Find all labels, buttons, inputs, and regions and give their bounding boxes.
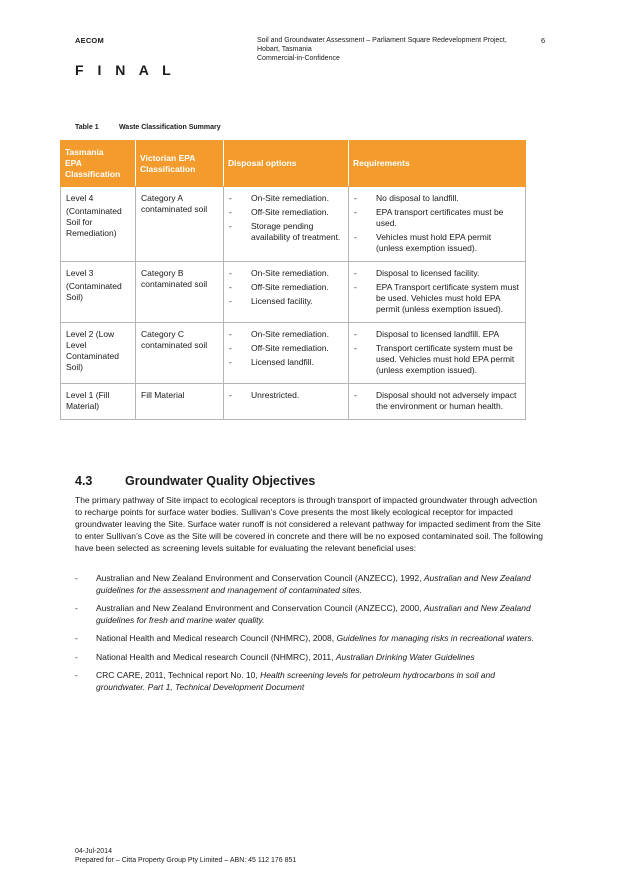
header-line: Soil and Groundwater Assessment – Parliament Square Redevelopment Project,: [257, 37, 507, 44]
reference-list: [75, 573, 545, 700]
list-item: - Off-Site remediation.: [229, 282, 329, 292]
cell-requirements: [349, 323, 526, 384]
cell-tasmania-class: Level 1 (Fill Material): [61, 384, 136, 420]
cell-tasmania-class: Level 2 (Low Level Contaminated Soil): [61, 323, 136, 384]
list-item: - On-Site remediation.: [229, 268, 329, 278]
list-item: - No disposal to landfill.: [354, 193, 459, 203]
document-header: [257, 36, 532, 63]
cell-requirements: [349, 384, 526, 420]
cell-tasmania-class: Level 4 (Contaminated Soil for Remediation): [61, 187, 136, 262]
list-item: - On-Site remediation.: [229, 329, 329, 339]
cell-tasmania-class: Level 3 (Contaminated Soil): [61, 262, 136, 323]
list-item: - Unrestricted.: [229, 390, 300, 400]
table-row: [61, 262, 526, 323]
cell-requirements: [349, 187, 526, 262]
list-item: - Disposal to licensed landfill. EPA: [354, 329, 500, 339]
list-item: - Disposal to licensed facility.: [354, 268, 480, 278]
waste-classification-table: [60, 140, 526, 420]
table-row: [61, 384, 526, 420]
cell-victorian-class: Category C contaminated soil: [136, 323, 224, 384]
document-status: F I N A L: [75, 62, 176, 78]
list-item: - On-Site remediation.: [229, 193, 329, 203]
list-item: - Licensed facility.: [229, 296, 313, 306]
list-item: - CRC CARE, 2011, Technical report No. 10, Health screening levels for petroleum hydrocarbons in soil and groundwater. Part 1, Technical Development Document: [75, 670, 495, 692]
cell-victorian-class: Category B contaminated soil: [136, 262, 224, 323]
list-item: - Off-Site remediation.: [229, 343, 329, 353]
table-header-row: [61, 141, 526, 187]
table-caption-label: Table 1: [75, 124, 99, 131]
cell-requirements: [349, 262, 526, 323]
list-item: - Australian and New Zealand Environment and Conservation Council (ANZECC), 1992, Australian and New Zealand guidelines for the assessment and management of contaminated sites.: [75, 573, 531, 595]
header-tasmania-epa: Tasmania EPA Classification: [61, 141, 136, 187]
list-item: - Off-Site remediation.: [229, 207, 329, 217]
list-item: - Storage pending availability of treatment.: [229, 221, 341, 242]
list-item: - National Health and Medical research Council (NHMRC), 2008, Guidelines for managing risks in recreational waters.: [75, 633, 534, 643]
page-footer: [75, 847, 296, 865]
section-number: 4.3: [75, 474, 93, 488]
cell-victorian-class: Fill Material: [136, 384, 224, 420]
company-name: AECOM: [75, 36, 104, 45]
table-row: [61, 187, 526, 262]
header-line: Hobart, Tasmania: [257, 46, 312, 53]
list-item: - Transport certificate system must be used. Vehicles must hold EPA permit (unless exemption issued).: [354, 343, 515, 375]
cell-disposal: [224, 187, 349, 262]
list-item: - EPA Transport certificate system must be used. Vehicles must hold EPA permit (unless exemption issued).: [354, 282, 519, 314]
header-victorian-epa: Victorian EPA Classification: [136, 141, 224, 187]
body-paragraph: The primary pathway of Site impact to ecological receptors is through transport of impacted groundwater through advection to recharge points for surface water bodies. Sullivan’s Cove presents the most likely ecological receptor for impacted groundwater leaving the Site. Surface water runoff is not considered a relevant pathway for impacted sediment from the Site to enter Sullivan’s Cove as the Site will be covered in concrete and there will be no exposed contaminated soil. The following have been selected as screening levels suitable for evaluating the relevant beneficial uses:: [75, 495, 543, 553]
page-number: 6: [541, 36, 546, 45]
section-heading: [75, 474, 315, 488]
section-title: Groundwater Quality Objectives: [125, 474, 316, 488]
list-item: - EPA transport certificates must be used.: [354, 207, 504, 228]
table-row: [61, 323, 526, 384]
footer-date: 04-Jul-2014: [75, 848, 112, 855]
cell-victorian-class: Category A contaminated soil: [136, 187, 224, 262]
table-caption-title: Waste Classification Summary: [118, 124, 221, 131]
list-item: - Disposal should not adversely impact the environment or human health.: [354, 390, 517, 411]
list-item: - Licensed landfill.: [229, 357, 314, 367]
list-item: - Vehicles must hold EPA permit (unless exemption issued).: [354, 232, 492, 253]
header-line: Commercial-in-Confidence: [257, 55, 340, 62]
footer-prepared-for: Prepared for – Citta Property Group Pty Limited – ABN: 45 112 176 851: [75, 857, 297, 864]
cell-disposal: [224, 323, 349, 384]
table-caption: [75, 124, 221, 131]
cell-disposal: [224, 384, 349, 420]
list-item: - Australian and New Zealand Environment and Conservation Council (ANZECC), 2000, Australian and New Zealand guidelines for fresh and marine water quality.: [75, 603, 531, 625]
header-disposal-options: Disposal options: [224, 141, 349, 187]
header-requirements: Requirements: [349, 141, 526, 187]
cell-disposal: [224, 262, 349, 323]
list-item: - National Health and Medical research Council (NHMRC), 2011, Australian Drinking Water Guidelines: [75, 651, 475, 662]
